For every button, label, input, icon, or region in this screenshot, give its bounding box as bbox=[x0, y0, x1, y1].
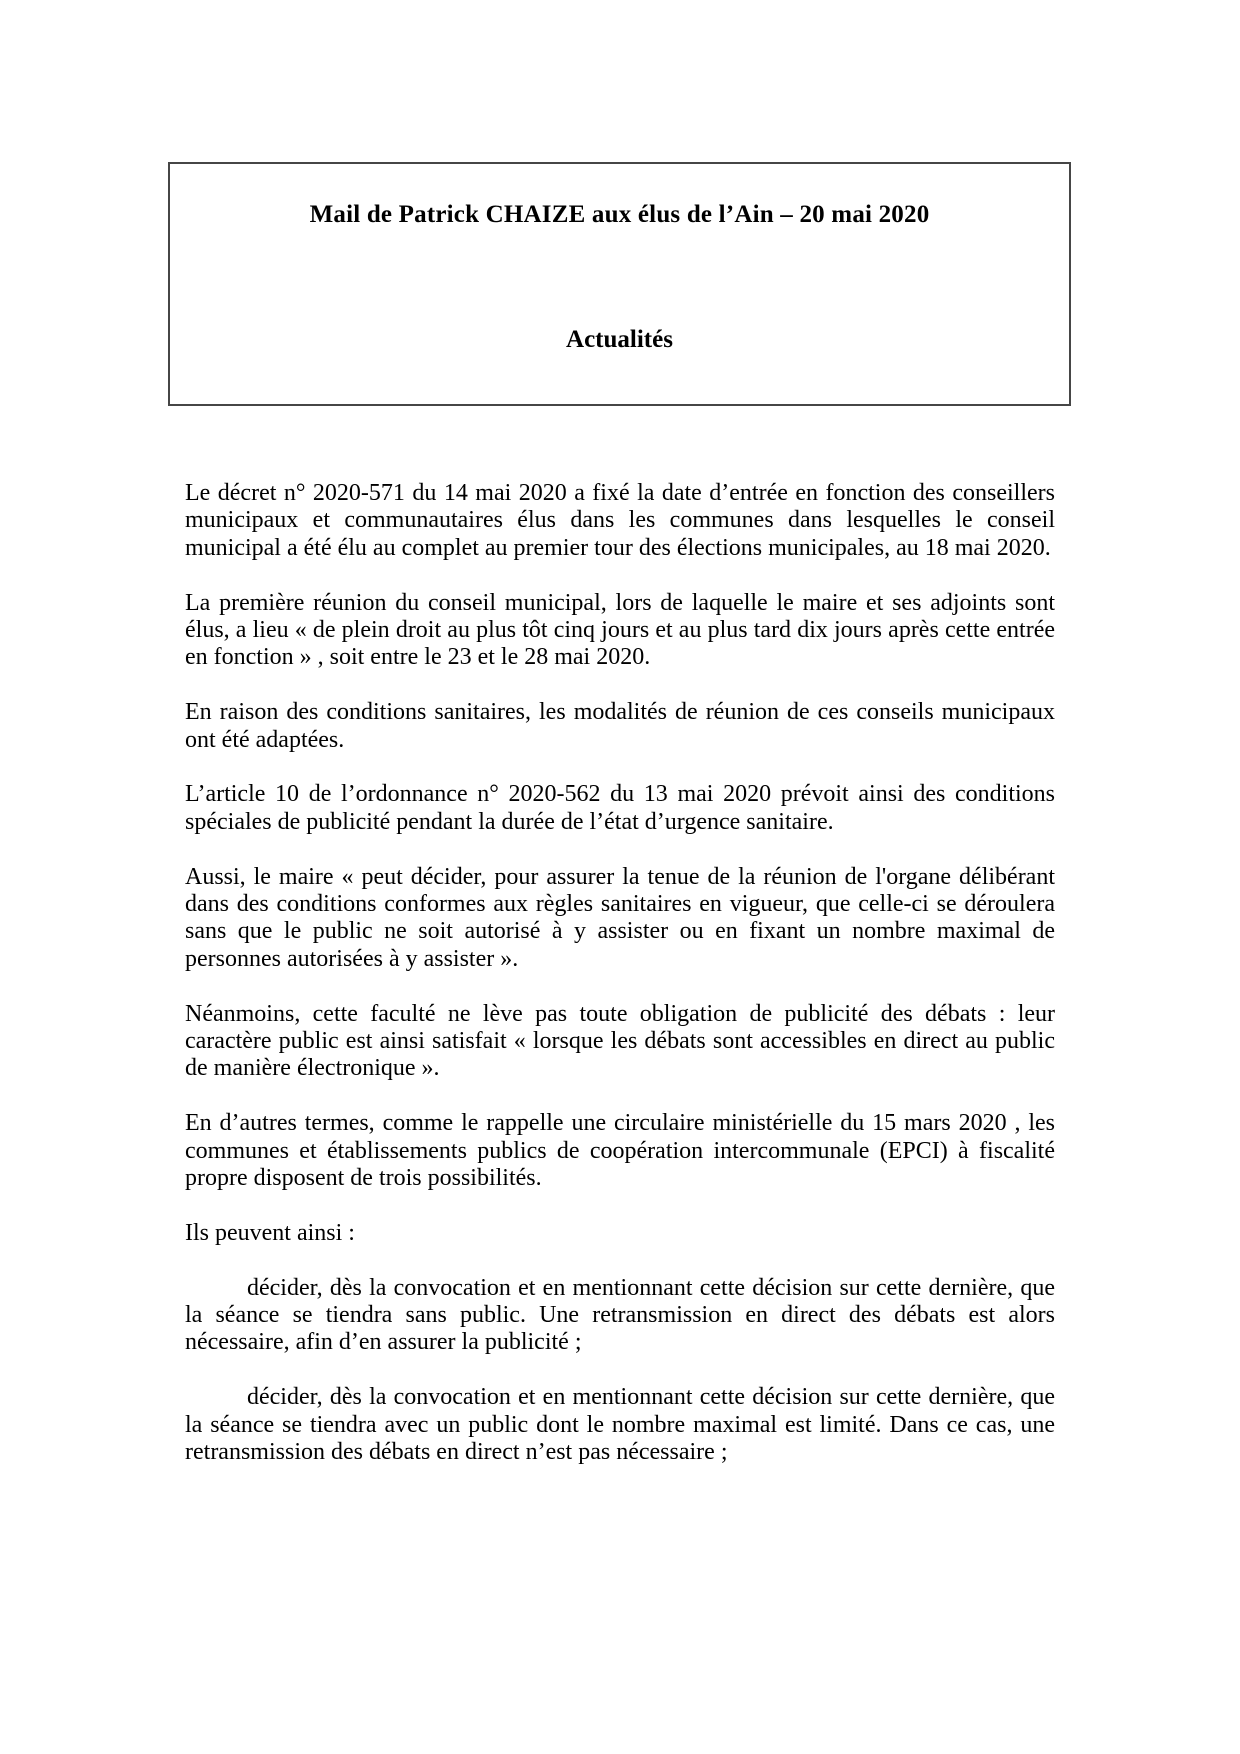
paragraph: La première réunion du conseil municipal, lors de laquelle le maire et ses adjoints sont élus, a lieu « de plein droit au plus tôt cinq jours et au plus tard dix jours après cette entrée en fonction » , soit entre le 23 et le 28 mai 2020. bbox=[185, 589, 1055, 671]
paragraph: Le décret n° 2020-571 du 14 mai 2020 a fixé la date d’entrée en fonction des conseillers municipaux et communautaires élus dans les communes dans lesquelles le conseil municipal a été élu au complet au premier tour des élections municipales, au 18 mai 2020. bbox=[185, 480, 1055, 561]
paragraph: Aussi, le maire « peut décider, pour assurer la tenue de la réunion de l'organe délibérant dans des conditions conformes aux règles sanitaires en vigueur, que celle-ci se déroulera sans que le public ne soit autorisé à y assister ou en fixant un nombre maximal de personnes autorisées à y assister ». bbox=[185, 863, 1055, 972]
document-title: Mail de Patrick CHAIZE aux élus de l’Ain – 20 mai 2020 bbox=[309, 201, 930, 228]
paragraph: Néanmoins, cette faculté ne lève pas toute obligation de publicité des débats : leur caractère public est ainsi satisfait « lorsque les débats sont accessibles en direct au public de manière électronique ». bbox=[185, 1000, 1055, 1082]
document-body bbox=[185, 480, 1055, 1494]
paragraph: décider, dès la convocation et en mentionnant cette décision sur cette dernière, que la séance se tiendra sans public. Une retransmission en direct des débats est alors nécessaire, afin d’en assurer la publicité ; bbox=[185, 1274, 1055, 1356]
document-subtitle: Actualités bbox=[566, 326, 673, 353]
paragraph: Ils peuvent ainsi : bbox=[185, 1219, 355, 1246]
paragraph: décider, dès la convocation et en mentionnant cette décision sur cette dernière, que la séance se tiendra avec un public dont le nombre maximal est limité. Dans ce cas, une retransmission des débats en direct n’est pas nécessaire ; bbox=[185, 1384, 1055, 1466]
paragraph: En d’autres termes, comme le rappelle une circulaire ministérielle du 15 mars 2020 , les communes et établissements publics de coopération intercommunale (EPCI) à fiscalité propre disposent de trois possibilités. bbox=[185, 1110, 1055, 1192]
header-box bbox=[168, 162, 1071, 406]
paragraph: L’article 10 de l’ordonnance n° 2020-562 du 13 mai 2020 prévoit ainsi des conditions spéciales de publicité pendant la durée de l’état d’urgence sanitaire. bbox=[185, 781, 1055, 835]
paragraph: En raison des conditions sanitaires, les modalités de réunion de ces conseils municipaux ont été adaptées. bbox=[185, 699, 1055, 753]
